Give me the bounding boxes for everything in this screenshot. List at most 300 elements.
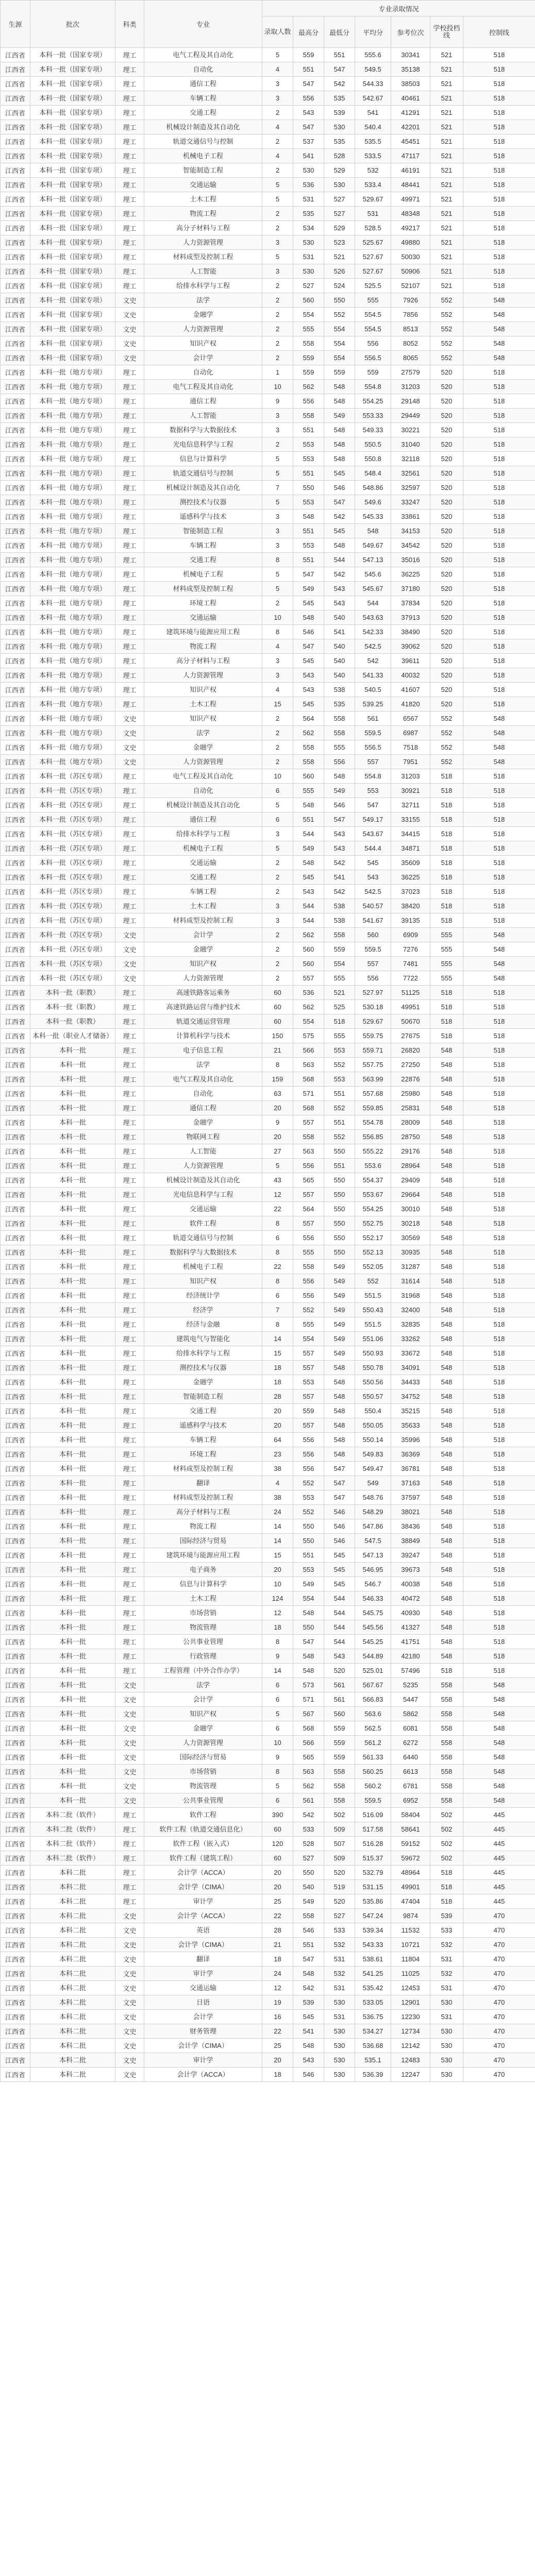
- cell-min: 520: [324, 1866, 355, 1880]
- cell-min: 538: [324, 913, 355, 928]
- cell-avg: 545.75: [355, 1606, 391, 1620]
- table-row: [1, 1115, 535, 1130]
- cell-batch: 本科一批: [30, 1736, 115, 1750]
- cell-batch: 本科一批: [30, 1462, 115, 1476]
- cell-avg-rank: 33861: [391, 510, 430, 524]
- cell-category: 理工: [115, 567, 144, 582]
- cell-control-line: 548: [463, 1750, 535, 1765]
- cell-category: 理工: [115, 106, 144, 120]
- cell-province: 江西省: [1, 1000, 30, 1014]
- cell-min: 541: [324, 625, 355, 639]
- cell-category: 理工: [115, 1664, 144, 1678]
- cell-school-line: 548: [430, 1159, 463, 1173]
- cell-control-line: 518: [463, 986, 535, 1000]
- cell-control-line: 518: [463, 1505, 535, 1519]
- cell-province: 江西省: [1, 264, 30, 279]
- cell-batch: 本科一批: [30, 1505, 115, 1519]
- table-row: [1, 91, 535, 106]
- cell-school-line: 552: [430, 711, 463, 726]
- cell-control-line: 518: [463, 452, 535, 466]
- cell-school-line: 555: [430, 942, 463, 957]
- cell-province: 江西省: [1, 178, 30, 192]
- table-row: [1, 221, 535, 235]
- cell-school-line: 548: [430, 1534, 463, 1548]
- cell-control-line: 518: [463, 611, 535, 625]
- cell-avg-rank: 7518: [391, 740, 430, 755]
- cell-admitted: 5: [262, 1779, 293, 1793]
- cell-avg-rank: 30221: [391, 423, 430, 437]
- cell-avg: 533.4: [355, 178, 391, 192]
- table-row: [1, 957, 535, 971]
- cell-category: 理工: [115, 1115, 144, 1130]
- cell-school-line: 520: [430, 596, 463, 611]
- cell-batch: 本科一批（苏区专项）: [30, 899, 115, 913]
- cell-max: 556: [293, 91, 324, 106]
- cell-batch: 本科一批: [30, 1765, 115, 1779]
- cell-avg-rank: 48964: [391, 1866, 430, 1880]
- cell-major: 遥感科学与技术: [144, 510, 262, 524]
- table-row: [1, 971, 535, 986]
- cell-control-line: 518: [463, 899, 535, 913]
- cell-control-line: 518: [463, 870, 535, 885]
- cell-max: 557: [293, 1418, 324, 1433]
- cell-max: 547: [293, 1952, 324, 1967]
- cell-province: 江西省: [1, 1058, 30, 1072]
- table-row: [1, 2039, 535, 2053]
- cell-province: 江西省: [1, 827, 30, 841]
- cell-batch: 本科一批: [30, 1289, 115, 1303]
- cell-max: 536: [293, 986, 324, 1000]
- cell-control-line: 518: [463, 1173, 535, 1188]
- cell-school-line: 518: [430, 870, 463, 885]
- cell-avg: 557.75: [355, 1058, 391, 1072]
- cell-major: 轨道交通信号与控制: [144, 134, 262, 149]
- cell-school-line: 548: [430, 1231, 463, 1245]
- cell-admitted: 2: [262, 336, 293, 351]
- cell-avg: 559.5: [355, 942, 391, 957]
- table-row: [1, 538, 535, 553]
- cell-admitted: 38: [262, 1462, 293, 1476]
- cell-province: 江西省: [1, 336, 30, 351]
- cell-province: 江西省: [1, 394, 30, 409]
- cell-avg-rank: 12247: [391, 2067, 430, 2082]
- cell-control-line: 518: [463, 1115, 535, 1130]
- cell-control-line: 518: [463, 1635, 535, 1649]
- cell-category: 理工: [115, 279, 144, 293]
- cell-control-line: 518: [463, 784, 535, 798]
- cell-max: 553: [293, 452, 324, 466]
- cell-min: 538: [324, 683, 355, 697]
- cell-batch: 本科一批（国家专项）: [30, 62, 115, 77]
- cell-major: 软件工程（建筑工程）: [144, 1851, 262, 1866]
- cell-avg-rank: 41291: [391, 106, 430, 120]
- cell-category: 理工: [115, 1808, 144, 1822]
- cell-min: 520: [324, 1894, 355, 1909]
- cell-min: 549: [324, 784, 355, 798]
- cell-category: 理工: [115, 1260, 144, 1274]
- cell-admitted: 24: [262, 1505, 293, 1519]
- cell-avg-rank: 7481: [391, 957, 430, 971]
- table-row: [1, 1014, 535, 1029]
- cell-school-line: 518: [430, 798, 463, 812]
- cell-category: 理工: [115, 134, 144, 149]
- cell-category: 文史: [115, 1793, 144, 1808]
- cell-major: 知识产权: [144, 1274, 262, 1289]
- cell-category: 文史: [115, 1765, 144, 1779]
- cell-major: 交通运输: [144, 1202, 262, 1216]
- cell-admitted: 2: [262, 279, 293, 293]
- cell-admitted: 60: [262, 1851, 293, 1866]
- cell-avg: 552.17: [355, 1231, 391, 1245]
- cell-max: 557: [293, 1361, 324, 1375]
- cell-category: 理工: [115, 812, 144, 827]
- cell-province: 江西省: [1, 48, 30, 62]
- cell-avg: 536.68: [355, 2039, 391, 2053]
- cell-avg: 548: [355, 524, 391, 538]
- cell-batch: 本科一批: [30, 1389, 115, 1404]
- cell-min: 544: [324, 1620, 355, 1635]
- cell-control-line: 518: [463, 1620, 535, 1635]
- cell-province: 江西省: [1, 250, 30, 264]
- cell-avg-rank: 40930: [391, 1606, 430, 1620]
- cell-province: 江西省: [1, 1649, 30, 1664]
- cell-category: 文史: [115, 942, 144, 957]
- table-row: [1, 1866, 535, 1880]
- cell-control-line: 518: [463, 466, 535, 481]
- cell-major: 软件工程: [144, 1808, 262, 1822]
- cell-admitted: 9: [262, 1750, 293, 1765]
- cell-province: 江西省: [1, 1793, 30, 1808]
- cell-school-line: 548: [430, 1087, 463, 1101]
- cell-batch: 本科一批: [30, 1260, 115, 1274]
- table-row: [1, 1000, 535, 1014]
- cell-control-line: 518: [463, 207, 535, 221]
- table-row: [1, 1822, 535, 1837]
- cell-admitted: 6: [262, 1678, 293, 1692]
- cell-school-line: 531: [430, 1981, 463, 1995]
- cell-school-line: 520: [430, 683, 463, 697]
- table-row: [1, 986, 535, 1000]
- cell-school-line: 520: [430, 423, 463, 437]
- cell-avg: 539.25: [355, 697, 391, 711]
- cell-control-line: 518: [463, 1043, 535, 1058]
- table-row: [1, 510, 535, 524]
- cell-admitted: 3: [262, 510, 293, 524]
- cell-batch: 本科一批（地方专项）: [30, 538, 115, 553]
- cell-category: 文史: [115, 726, 144, 740]
- cell-avg: 547: [355, 798, 391, 812]
- cell-min: 540: [324, 611, 355, 625]
- cell-province: 江西省: [1, 120, 30, 134]
- cell-avg-rank: 34871: [391, 841, 430, 856]
- cell-category: 理工: [115, 827, 144, 841]
- cell-max: 554: [293, 1014, 324, 1029]
- cell-min: 553: [324, 1072, 355, 1087]
- cell-max: 548: [293, 856, 324, 870]
- cell-province: 江西省: [1, 1361, 30, 1375]
- cell-major: 人工智能: [144, 264, 262, 279]
- cell-admitted: 8: [262, 1058, 293, 1072]
- cell-school-line: 548: [430, 1361, 463, 1375]
- cell-category: 文史: [115, 1923, 144, 1938]
- cell-control-line: 518: [463, 524, 535, 538]
- table-row: [1, 683, 535, 697]
- cell-max: 573: [293, 1678, 324, 1692]
- cell-batch: 本科一批: [30, 1375, 115, 1389]
- cell-max: 562: [293, 726, 324, 740]
- cell-school-line: 552: [430, 322, 463, 336]
- cell-province: 江西省: [1, 1808, 30, 1822]
- table-row: [1, 1909, 535, 1923]
- cell-control-line: 518: [463, 1101, 535, 1115]
- cell-max: 571: [293, 1692, 324, 1707]
- cell-max: 553: [293, 538, 324, 553]
- cell-control-line: 548: [463, 971, 535, 986]
- cell-max: 553: [293, 495, 324, 510]
- cell-admitted: 14: [262, 1519, 293, 1534]
- cell-batch: 本科一批（苏区专项）: [30, 928, 115, 942]
- cell-avg-rank: 38849: [391, 1534, 430, 1548]
- cell-category: 理工: [115, 841, 144, 856]
- cell-batch: 本科二批: [30, 1909, 115, 1923]
- table-row: [1, 697, 535, 711]
- cell-avg: 535.1: [355, 2053, 391, 2067]
- cell-min: 544: [324, 1591, 355, 1606]
- cell-major: 金融学: [144, 308, 262, 322]
- cell-major: 人力资源管理: [144, 755, 262, 769]
- cell-school-line: 558: [430, 1765, 463, 1779]
- cell-school-line: 518: [430, 769, 463, 784]
- table-row: [1, 1981, 535, 1995]
- table-row: [1, 62, 535, 77]
- cell-admitted: 5: [262, 466, 293, 481]
- cell-control-line: 548: [463, 755, 535, 769]
- cell-province: 江西省: [1, 798, 30, 812]
- cell-major: 经济统计学: [144, 1289, 262, 1303]
- cell-category: 理工: [115, 913, 144, 928]
- cell-admitted: 60: [262, 1014, 293, 1029]
- cell-avg-rank: 34752: [391, 1389, 430, 1404]
- cell-admitted: 20: [262, 2053, 293, 2067]
- cell-min: 548: [324, 423, 355, 437]
- cell-school-line: 548: [430, 1462, 463, 1476]
- cell-batch: 本科二批: [30, 1952, 115, 1967]
- cell-school-line: 520: [430, 668, 463, 683]
- cell-max: 527: [293, 279, 324, 293]
- cell-control-line: 518: [463, 1188, 535, 1202]
- cell-major: 审计学: [144, 1967, 262, 1981]
- cell-batch: 本科一批: [30, 1173, 115, 1188]
- table-row: [1, 1202, 535, 1216]
- cell-category: 理工: [115, 582, 144, 596]
- cell-admitted: 18: [262, 1375, 293, 1389]
- cell-control-line: 518: [463, 1245, 535, 1260]
- cell-max: 548: [293, 510, 324, 524]
- cell-avg: 540.5: [355, 683, 391, 697]
- cell-avg-rank: 6781: [391, 1779, 430, 1793]
- cell-category: 理工: [115, 235, 144, 250]
- table-row: [1, 77, 535, 91]
- cell-avg: 527.67: [355, 264, 391, 279]
- cell-min: 530: [324, 120, 355, 134]
- cell-province: 江西省: [1, 1707, 30, 1721]
- cell-avg: 530.18: [355, 1000, 391, 1014]
- cell-max: 556: [293, 394, 324, 409]
- cell-avg: 554.25: [355, 1202, 391, 1216]
- cell-batch: 本科一批: [30, 1447, 115, 1462]
- cell-avg-rank: 35609: [391, 856, 430, 870]
- cell-school-line: 548: [430, 1144, 463, 1159]
- cell-school-line: 548: [430, 1346, 463, 1361]
- cell-avg: 557.68: [355, 1087, 391, 1101]
- cell-school-line: 521: [430, 120, 463, 134]
- cell-min: 554: [324, 322, 355, 336]
- cell-school-line: 548: [430, 1260, 463, 1274]
- table-row: [1, 163, 535, 178]
- cell-avg-rank: 38503: [391, 77, 430, 91]
- cell-avg: 559.71: [355, 1043, 391, 1058]
- cell-school-line: 548: [430, 1649, 463, 1664]
- cell-avg-rank: 41820: [391, 697, 430, 711]
- table-row: [1, 913, 535, 928]
- cell-major: 轨道交通信号与控制: [144, 466, 262, 481]
- cell-avg-rank: 36781: [391, 1462, 430, 1476]
- cell-batch: 本科一批（国家专项）: [30, 134, 115, 149]
- cell-category: 理工: [115, 1000, 144, 1014]
- cell-max: 565: [293, 1173, 324, 1188]
- cell-admitted: 5: [262, 1159, 293, 1173]
- cell-major: 工程管理（中外合作办学）: [144, 1664, 262, 1678]
- cell-avg-rank: 12230: [391, 2010, 430, 2024]
- cell-batch: 本科一批（国家专项）: [30, 264, 115, 279]
- cell-province: 江西省: [1, 192, 30, 207]
- cell-category: 文史: [115, 293, 144, 308]
- cell-province: 江西省: [1, 697, 30, 711]
- cell-category: 理工: [115, 1866, 144, 1880]
- cell-avg: 549.33: [355, 423, 391, 437]
- cell-max: 559: [293, 1404, 324, 1418]
- cell-school-line: 548: [430, 1433, 463, 1447]
- cell-category: 理工: [115, 77, 144, 91]
- cell-batch: 本科一批（国家专项）: [30, 149, 115, 163]
- cell-max: 551: [293, 553, 324, 567]
- cell-control-line: 445: [463, 1866, 535, 1880]
- cell-major: 法学: [144, 293, 262, 308]
- table-row: [1, 134, 535, 149]
- cell-max: 556: [293, 1159, 324, 1173]
- cell-major: 智能制造工程: [144, 1389, 262, 1404]
- cell-school-line: 530: [430, 2053, 463, 2067]
- cell-batch: 本科一批: [30, 1476, 115, 1490]
- cell-avg: 562.5: [355, 1721, 391, 1736]
- cell-major: 人力资源管理: [144, 971, 262, 986]
- cell-school-line: 518: [430, 1664, 463, 1678]
- cell-category: 理工: [115, 553, 144, 567]
- cell-avg-rank: 58641: [391, 1822, 430, 1837]
- cell-avg-rank: 29176: [391, 1144, 430, 1159]
- cell-province: 江西省: [1, 1072, 30, 1087]
- cell-admitted: 2: [262, 711, 293, 726]
- table-row: [1, 827, 535, 841]
- cell-avg-rank: 33262: [391, 1332, 430, 1346]
- cell-control-line: 518: [463, 1361, 535, 1375]
- cell-min: 549: [324, 409, 355, 423]
- cell-max: 554: [293, 308, 324, 322]
- cell-batch: 本科一批（苏区专项）: [30, 885, 115, 899]
- cell-avg-rank: 7276: [391, 942, 430, 957]
- table-header: [1, 1, 535, 48]
- cell-school-line: 530: [430, 2024, 463, 2039]
- cell-max: 530: [293, 264, 324, 279]
- cell-min: 542: [324, 567, 355, 582]
- cell-avg: 541: [355, 106, 391, 120]
- cell-admitted: 23: [262, 1447, 293, 1462]
- cell-school-line: 532: [430, 1967, 463, 1981]
- table-row: [1, 1389, 535, 1404]
- table-row: [1, 654, 535, 668]
- cell-min: 548: [324, 380, 355, 394]
- cell-max: 528: [293, 1837, 324, 1851]
- cell-control-line: 518: [463, 48, 535, 62]
- cell-control-line: 548: [463, 711, 535, 726]
- cell-max: 555: [293, 322, 324, 336]
- cell-category: 理工: [115, 423, 144, 437]
- cell-category: 理工: [115, 1591, 144, 1606]
- cell-admitted: 8: [262, 1216, 293, 1231]
- cell-avg: 548.4: [355, 466, 391, 481]
- cell-avg-rank: 40038: [391, 1577, 430, 1591]
- cell-school-line: 548: [430, 1188, 463, 1202]
- cell-control-line: 548: [463, 928, 535, 942]
- cell-batch: 本科一批: [30, 1606, 115, 1620]
- cell-avg: 517.58: [355, 1822, 391, 1837]
- cell-category: 理工: [115, 1101, 144, 1115]
- cell-school-line: 521: [430, 178, 463, 192]
- cell-avg: 531: [355, 207, 391, 221]
- cell-category: 理工: [115, 91, 144, 106]
- cell-batch: 本科一批（地方专项）: [30, 394, 115, 409]
- cell-province: 江西省: [1, 1418, 30, 1433]
- cell-category: 理工: [115, 1072, 144, 1087]
- cell-major: 给排水科学与工程: [144, 827, 262, 841]
- cell-major: 知识产权: [144, 1707, 262, 1721]
- cell-avg-rank: 25831: [391, 1101, 430, 1115]
- cell-batch: 本科一批: [30, 1159, 115, 1173]
- cell-min: 530: [324, 2039, 355, 2053]
- cell-batch: 本科一批（国家专项）: [30, 163, 115, 178]
- cell-batch: 本科一批（职教）: [30, 986, 115, 1000]
- table-row: [1, 1736, 535, 1750]
- cell-category: 文史: [115, 971, 144, 986]
- cell-avg: 539.34: [355, 1923, 391, 1938]
- cell-max: 552: [293, 1303, 324, 1317]
- cell-province: 江西省: [1, 1635, 30, 1649]
- cell-control-line: 470: [463, 2067, 535, 2082]
- cell-batch: 本科一批（国家专项）: [30, 308, 115, 322]
- cell-province: 江西省: [1, 134, 30, 149]
- cell-avg: 545.33: [355, 510, 391, 524]
- table-row: [1, 120, 535, 134]
- cell-max: 555: [293, 1317, 324, 1332]
- cell-max: 565: [293, 1750, 324, 1765]
- cell-province: 江西省: [1, 740, 30, 755]
- cell-min: 533: [324, 1923, 355, 1938]
- cell-major: 材料成型及控制工程: [144, 1490, 262, 1505]
- cell-admitted: 12: [262, 1981, 293, 1995]
- cell-batch: 本科一批（苏区专项）: [30, 971, 115, 986]
- cell-batch: 本科一批: [30, 1144, 115, 1159]
- cell-category: 文史: [115, 1952, 144, 1967]
